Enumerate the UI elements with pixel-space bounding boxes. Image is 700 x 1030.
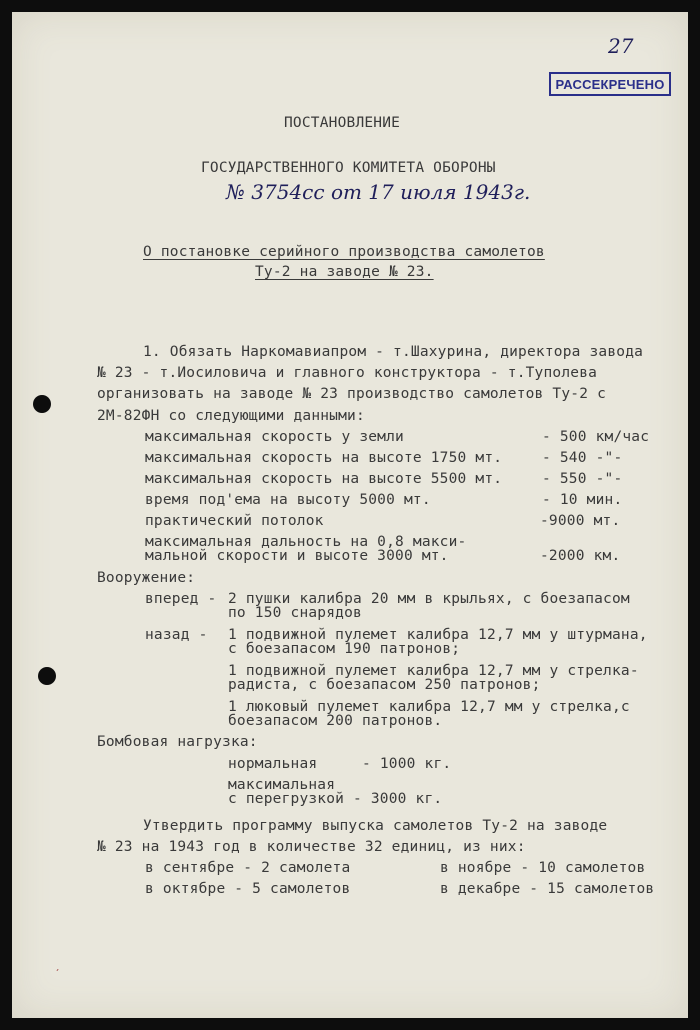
spec-label-cont: мальной скорости и высоте 3000 мт. bbox=[145, 548, 449, 564]
forward-line-1: 2 пушки калибра 20 мм в крыльях, с боезапасом bbox=[228, 591, 630, 607]
committee-name: ГОСУДАРСТВЕННОГО КОМИТЕТА ОБОРОНЫ bbox=[201, 160, 496, 176]
margin-mark: ˊ bbox=[54, 967, 62, 981]
rear2-line-1: 1 подвижной пулемет калибра 12,7 мм у стрелка- bbox=[228, 663, 639, 679]
document-page bbox=[12, 12, 688, 1018]
spec-label: максимальная дальность на 0,8 макси- bbox=[145, 534, 467, 550]
spec-value: - 500 км/час bbox=[542, 429, 650, 445]
document-title: ПОСТАНОВЛЕНИЕ bbox=[284, 115, 401, 131]
spec-label: максимальная скорость на высоте 5500 мт. bbox=[145, 471, 503, 487]
bombs-heading: Бомбовая нагрузка: bbox=[97, 734, 258, 750]
rear3-line-2: боезапасом 200 патронов. bbox=[228, 713, 443, 729]
page-number: 27 bbox=[608, 34, 634, 58]
spec-value: - 10 мин. bbox=[542, 492, 623, 508]
rear3-line-1: 1 люковый пулемет калибра 12,7 мм у стрелка,с bbox=[228, 699, 630, 715]
program-october: в октябре - 5 самолетов bbox=[145, 881, 351, 897]
declassified-stamp: РАССЕКРЕЧЕНО bbox=[549, 72, 671, 96]
punch-hole-bottom bbox=[38, 667, 56, 685]
armament-heading: Вооружение: bbox=[97, 570, 196, 586]
spec-label: практический потолок bbox=[145, 513, 324, 529]
spec-label: максимальная скорость у земли bbox=[145, 429, 404, 445]
forward-line-2: по 150 снарядов bbox=[228, 605, 362, 621]
spec-value: -9000 мт. bbox=[540, 513, 621, 529]
rear1-line-1: 1 подвижной пулемет калибра 12,7 мм у штурмана, bbox=[228, 627, 648, 643]
program-september: в сентябре - 2 самолета bbox=[145, 860, 351, 876]
forward-label: вперед - bbox=[145, 591, 217, 607]
punch-hole-top bbox=[33, 395, 51, 413]
bombs-max-line-2: с перегрузкой - 3000 кг. bbox=[228, 791, 443, 807]
para1-line-1: 1. Обязать Наркомавиапром - т.Шахурина, директора завода bbox=[143, 344, 644, 360]
bombs-normal-value: - 1000 кг. bbox=[362, 756, 452, 772]
para1-line-4: 2М-82ФН со следующими данными: bbox=[97, 408, 365, 424]
program-december: в декабре - 15 самолетов bbox=[440, 881, 655, 897]
bombs-max-line-1: максимальная bbox=[228, 777, 336, 793]
bombs-normal-label: нормальная bbox=[228, 756, 318, 772]
program-november: в ноябре - 10 самолетов bbox=[440, 860, 646, 876]
spec-label: максимальная скорость на высоте 1750 мт. bbox=[145, 450, 503, 466]
program-line-2: № 23 на 1943 год в количестве 32 единиц, из них: bbox=[97, 839, 526, 855]
program-line-1: Утвердить программу выпуска самолетов Ту-2 на заводе bbox=[143, 818, 608, 834]
spec-value: - 540 -"- bbox=[542, 450, 623, 466]
para1-line-2: № 23 - т.Иосиловича и главного конструктора - т.Туполева bbox=[97, 365, 598, 381]
subject-line-2: Ту-2 на заводе № 23. bbox=[255, 264, 434, 280]
subject-line-1: О постановке серийного производства самолетов bbox=[143, 244, 545, 260]
spec-value: - 550 -"- bbox=[542, 471, 623, 487]
para1-line-3: организовать на заводе № 23 производство самолетов Ту-2 с bbox=[97, 386, 606, 402]
spec-value: -2000 км. bbox=[540, 548, 621, 564]
spec-label: время под'ема на высоту 5000 мт. bbox=[145, 492, 431, 508]
rear2-line-2: радиста, с боезапасом 250 патронов; bbox=[228, 677, 541, 693]
rear1-line-2: с боезапасом 190 патронов; bbox=[228, 641, 461, 657]
decree-number-date: № 3754сс от 17 июля 1943г. bbox=[226, 180, 531, 204]
rear-label: назад - bbox=[145, 627, 208, 643]
